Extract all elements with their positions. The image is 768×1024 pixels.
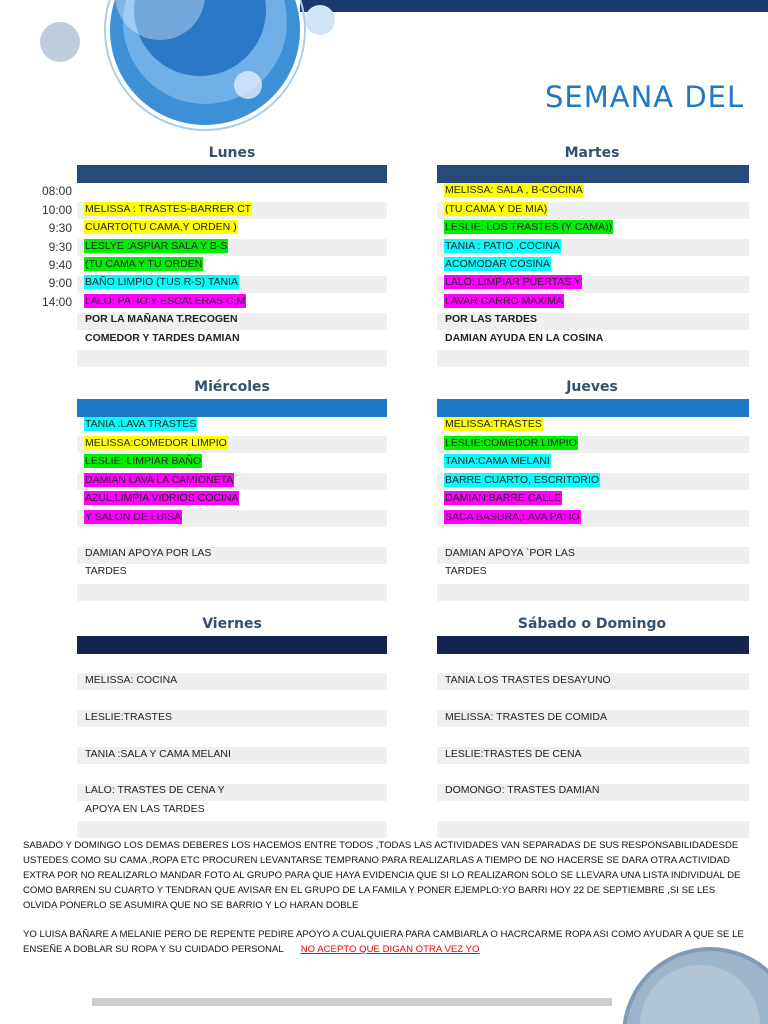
day-header-band xyxy=(77,399,387,417)
notes-warning: NO ACEPTO QUE DIGAN OTRA VEZ YO xyxy=(300,944,480,955)
day-header-band xyxy=(77,165,387,183)
chore-item: LALO: PATIO Y ESCALERAS C,M xyxy=(85,295,246,307)
notes-line: USTEDES COMO SU CAMA ,ROPA ETC PROCUREN LEVANTARSE TEMPRANO PARA REALIZARLAS A TIEMPO DE NO HACERSE SE DARA OTRA ACTIVIDAD xyxy=(23,855,730,866)
chore-item: LESLIE:TRASTES DE CENA xyxy=(445,748,582,760)
time-label: 08:00 xyxy=(41,184,72,198)
bottom-accent-bar xyxy=(92,998,612,1006)
row-bg xyxy=(437,584,749,601)
chore-item: APOYA EN LAS TARDES xyxy=(85,803,205,815)
chore-item: ACOMODAR COSINA xyxy=(445,258,551,270)
chore-item: LALO: TRASTES DE CENA Y xyxy=(85,784,225,796)
chore-item: MELISSA:TRASTES xyxy=(445,418,542,430)
top-accent-bar xyxy=(300,0,768,12)
chore-item: BAÑO LIMPIO (TUS R-S) TANIA xyxy=(85,276,239,288)
chore-item: MELISSA: TRASTES DE COMIDA xyxy=(445,711,608,723)
notes-line: OLVIDA PONERLO SE ASUMIRA QUE NO SE BARRIO Y LO HARAN DOBLE xyxy=(23,900,359,911)
chore-item: Y SALON DE LUISA xyxy=(85,511,182,523)
notes-line: COMO BARREN SU CUARTO Y TENDRAN QUE AVISAR EN EL GRUPO DE LA FAMILA Y PONER EJEMPLO:YO BARRI HOY 22 DE SEPTIEMBRE ,SI SE LES xyxy=(23,885,716,896)
chore-item: MELISSA : TRASTES-BARRER CT xyxy=(85,203,252,215)
day-title: Sábado o Domingo xyxy=(517,616,667,632)
day-header-band xyxy=(77,636,387,654)
time-label: 14:00 xyxy=(41,295,72,309)
time-label: 10:00 xyxy=(41,203,72,217)
time-label: 9:30 xyxy=(48,221,72,235)
chore-item: LESLIE: LOS TRASTES (Y CAMA)) xyxy=(445,221,613,233)
day-title: Martes xyxy=(564,145,620,161)
chore-item: DAMIAN AYUDA EN LA COSINA xyxy=(445,332,604,344)
day-header-band xyxy=(437,636,749,654)
notes-paragraph-2 xyxy=(23,927,753,957)
row-bg xyxy=(77,350,387,367)
day-header-band xyxy=(437,165,749,183)
row-bg xyxy=(77,821,387,838)
chore-item: MELISSA: COCINA xyxy=(85,674,178,686)
chore-item: LAVAR CARRO MAXIMA xyxy=(445,295,564,307)
time-label: 9:40 xyxy=(48,258,72,272)
notes-text: ENSEÑE A DOBLAR SU ROPA Y SU CUIDADO PERSONAL xyxy=(23,944,284,955)
chore-item: POR LAS TARDES xyxy=(445,313,537,325)
row-bg xyxy=(437,821,749,838)
chore-item: COMEDOR Y TARDES DAMIAN xyxy=(85,332,240,344)
notes-line: SABADO Y DOMINGO LOS DEMAS DEBERES LOS HACEMOS ENTRE TODOS ,TODAS LAS ACTIVIDADES VAN SEPARADAS DE SUS RESPONSABILIDADESDE xyxy=(23,840,739,851)
chore-item: TANIA :SALA Y CAMA MELANI xyxy=(85,748,231,760)
chore-item: DAMIAN APOYA POR LAS xyxy=(85,547,212,559)
row-bg xyxy=(437,350,749,367)
day-title: Lunes xyxy=(208,145,256,161)
chore-item: (TU CAMA Y DE MIA) xyxy=(445,203,548,215)
notes-paragraph xyxy=(23,838,753,913)
chore-item: MELISSA: SALA , B-COCINA xyxy=(445,184,583,196)
chore-item: SACA BASURA,LAVA PATIO xyxy=(445,511,580,523)
row-bg xyxy=(77,584,387,601)
chore-item: (TU CAMA Y TU ORDEN xyxy=(85,258,203,270)
chore-item: TANIA :LAVA TRASTES xyxy=(85,418,197,430)
chore-item: LESLIE: LIMPIAR BAÑO xyxy=(85,455,202,467)
chore-item: TANIA : PATIO ,COCINA xyxy=(445,240,560,252)
time-label: 9:00 xyxy=(48,276,72,290)
day-header-band xyxy=(437,399,749,417)
chore-item: POR LA MAÑANA T.RECOGEN xyxy=(85,313,238,325)
chore-item: DOMONGO: TRASTES DAMIAN xyxy=(445,784,600,796)
page-title: SEMANA DEL xyxy=(545,80,745,114)
chore-item: AZUL,LIMPIA VIDRIOS COCINA xyxy=(85,492,239,504)
day-title: Miércoles xyxy=(194,379,270,395)
chore-item: MELISSA:COMEDOR LIMPIO xyxy=(85,437,227,449)
day-title: Viernes xyxy=(202,616,262,632)
chore-item: TANIA LOS TRASTES DESAYUNO xyxy=(445,674,611,686)
chore-item: LESLIE:TRASTES xyxy=(85,711,172,723)
chore-item: LALO: LIMPIAR PUERTAS Y xyxy=(445,276,581,288)
chore-item: DAMIAN:BARRE CALLE xyxy=(445,492,562,504)
time-label: 9:30 xyxy=(48,240,72,254)
notes-line: EXTRA POR NO REALIZARLO MANDAR FOTO AL GRUPO PARA QUE HAYA EVIDENCIA QUE SI LO REALIZARON SOLO SE LLEVARA UNA LISTA INDIVIDUAL DE xyxy=(23,870,741,881)
notes-line: YO LUISA BAÑARE A MELANIE PERO DE REPENTE PEDIRE APOYO A CUALQUIERA PARA CAMBIARLA O HACRCARME ROPA ASI COMO AYUDAR A QUE SE LE xyxy=(23,929,744,940)
chore-item: LESLIE:COMEDOR LIMPIO xyxy=(445,437,577,449)
day-title: Jueves xyxy=(566,379,618,395)
chore-item: TANIA:CAMA MELANI xyxy=(445,455,550,467)
chore-item: BARRE CUARTO, ESCRITORIO xyxy=(445,474,600,486)
chore-item: DAMIAN LAVA LA CAMIONETA xyxy=(85,474,234,486)
chore-item: DAMIAN APOYA `POR LAS xyxy=(445,547,575,559)
decorative-circles-top xyxy=(0,0,340,140)
chore-item: TARDES xyxy=(445,565,487,577)
chore-item: CUARTO(TU CAMA,Y ORDEN ) xyxy=(85,221,237,233)
chore-item: TARDES xyxy=(85,565,127,577)
chore-item: LESLYE :ASPIAR SALA Y B-S xyxy=(85,240,228,252)
notes-line-last xyxy=(23,942,753,957)
